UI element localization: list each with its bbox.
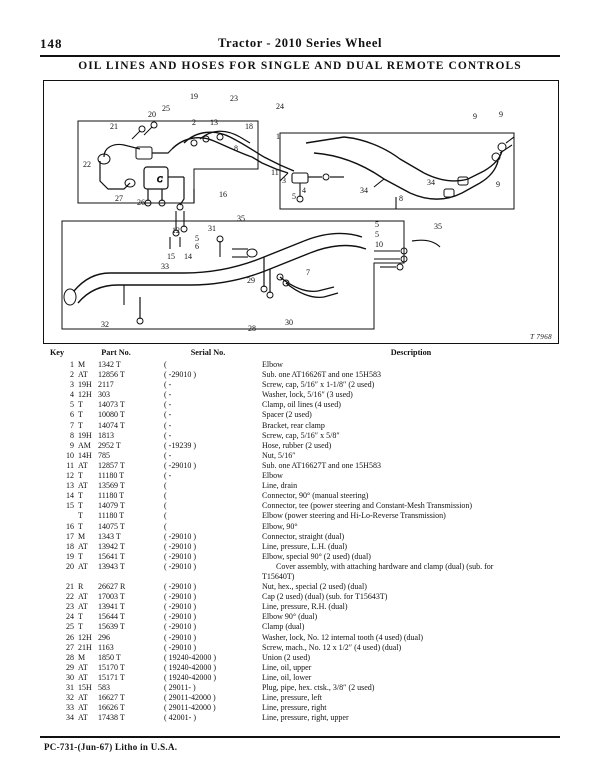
svg-text:9: 9 — [496, 180, 500, 189]
cell-key: 32 — [66, 693, 74, 703]
cell-key: 24 — [66, 612, 74, 622]
cell-part: 15641 T — [98, 551, 125, 561]
table-row — [40, 522, 560, 532]
svg-text:8: 8 — [399, 194, 403, 203]
cell-part: 16626 T — [98, 703, 125, 713]
cell-key: 7 — [70, 420, 74, 430]
cell-key: 6 — [70, 410, 74, 420]
cell-prefix: AT — [78, 370, 88, 380]
svg-text:35: 35 — [237, 214, 245, 223]
cell-serial: ( - — [164, 471, 172, 481]
cell-part: 2952 T — [98, 440, 121, 450]
cell-description: Elbow, special 90° (2 used) (dual) — [262, 551, 371, 561]
cell-part: 1850 T — [98, 652, 121, 662]
table-row — [40, 400, 560, 410]
cell-serial: ( 19240-42000 ) — [164, 662, 216, 672]
cell-prefix: M — [78, 531, 86, 541]
cell-serial: ( — [164, 481, 167, 491]
svg-text:34: 34 — [360, 186, 368, 195]
svg-text:5: 5 — [375, 220, 379, 229]
cell-description: Bracket, rear clamp — [262, 420, 325, 430]
cell-part: 303 — [98, 390, 110, 400]
svg-text:3: 3 — [282, 176, 286, 185]
cell-part: 15171 T — [98, 672, 125, 682]
cell-description: Sub. one AT16627T and one 15H583 — [262, 460, 381, 470]
cell-part: 17003 T — [98, 592, 125, 602]
table-row — [40, 360, 560, 370]
cell-serial: ( - — [164, 380, 172, 390]
cell-prefix: AT — [78, 541, 88, 551]
cell-description: Elbow — [262, 360, 283, 369]
table-row — [40, 612, 560, 622]
cell-key: 5 — [70, 400, 74, 410]
cell-description: Elbow, 90° — [262, 521, 298, 531]
footer-text: PC-731-(Jun-67) Litho in U.S.A. — [44, 742, 178, 752]
page-number: 148 — [40, 36, 63, 51]
table-header-row — [40, 348, 560, 360]
cell-serial: ( 19240-42000 ) — [164, 672, 216, 682]
cell-part: 14079 T — [98, 501, 125, 511]
cell-key: 22 — [66, 592, 74, 602]
header-title: Tractor - 2010 Series Wheel — [217, 36, 383, 50]
svg-text:11: 11 — [271, 168, 279, 177]
cell-key: 29 — [66, 662, 74, 672]
column-header-serial-no: Serial No. — [190, 348, 226, 357]
table-row — [40, 683, 560, 693]
cell-description: T15640T) — [262, 571, 295, 581]
cell-description: Line, oil, upper — [262, 662, 312, 672]
cell-prefix: T — [78, 471, 83, 481]
cell-part: 26627 R — [98, 582, 126, 592]
cell-serial: ( - — [164, 410, 172, 420]
table-row — [40, 481, 560, 491]
table-row — [40, 703, 560, 713]
cell-serial: ( -29010 ) — [164, 622, 196, 632]
cell-key: 33 — [66, 703, 74, 713]
svg-text:23: 23 — [230, 94, 238, 103]
cell-serial: ( -29010 ) — [164, 561, 196, 571]
cell-prefix: AT — [78, 672, 88, 682]
svg-text:5: 5 — [292, 192, 296, 201]
table-row — [40, 663, 560, 673]
cell-serial: ( - — [164, 420, 172, 430]
svg-text:6: 6 — [195, 242, 199, 251]
cell-prefix: R — [78, 582, 84, 592]
cell-prefix: AT — [78, 662, 88, 672]
cell-part: 13942 T — [98, 541, 125, 551]
cell-description: Clamp (dual) — [262, 622, 305, 632]
cell-prefix: AT — [78, 481, 88, 491]
cell-description: Line, drain — [262, 481, 298, 491]
cell-serial: ( 29011-42000 ) — [164, 693, 216, 703]
cell-serial: ( -19239 ) — [164, 440, 196, 450]
cell-serial: ( 29011- ) — [164, 683, 196, 692]
column-header-key: Key — [49, 348, 65, 357]
header-rule — [40, 55, 560, 57]
svg-text:31: 31 — [208, 224, 216, 233]
cell-key: 34 — [66, 713, 74, 723]
table-row — [40, 542, 560, 552]
cell-serial: ( -29010 ) — [164, 592, 196, 602]
cell-part: 1342 T — [98, 360, 121, 369]
svg-text:22: 22 — [83, 160, 91, 169]
svg-text:30: 30 — [285, 318, 293, 327]
cell-prefix: AT — [78, 713, 88, 723]
cell-prefix: 21H — [78, 642, 92, 652]
table-row — [40, 713, 560, 723]
cell-part: 785 — [98, 450, 110, 460]
cell-key: 8 — [70, 430, 74, 440]
table-row — [40, 582, 560, 592]
cell-description: Line, oil, lower — [262, 672, 312, 682]
cell-prefix: T — [78, 410, 83, 420]
cell-key: 11 — [66, 460, 74, 470]
svg-text:12: 12 — [172, 226, 180, 235]
cell-description: Elbow — [262, 471, 283, 481]
cell-description: Connector, tee (power steering and Constant-Mesh Transmission) — [262, 501, 473, 511]
cell-serial: ( - — [164, 400, 172, 410]
cell-key: 18 — [66, 541, 74, 551]
cell-serial: ( -29010 ) — [164, 551, 196, 561]
cell-description: Hose, rubber (2 used) — [262, 440, 332, 450]
table-row — [40, 451, 560, 461]
cell-description: Sub. one AT16626T and one 15H583 — [262, 370, 381, 380]
svg-text:28: 28 — [248, 324, 256, 333]
cell-part: 17438 T — [98, 713, 125, 723]
cell-description: Connector, 90° (manual steering) — [262, 491, 369, 501]
cell-part: 14074 T — [98, 420, 125, 430]
cell-serial: ( 29011-42000 ) — [164, 703, 216, 713]
cell-description: Elbow (power steering and Hi-Lo-Reverse Transmission) — [262, 511, 446, 521]
cell-prefix: T — [78, 501, 83, 511]
cell-prefix: 12H — [78, 390, 92, 400]
cell-part: 2117 — [98, 380, 114, 390]
cell-key: 25 — [66, 622, 74, 632]
cell-prefix: T — [78, 420, 83, 430]
svg-text:7: 7 — [306, 268, 310, 277]
svg-text:14: 14 — [184, 252, 192, 261]
cell-part: 13943 T — [98, 561, 125, 571]
svg-text:25: 25 — [162, 104, 170, 113]
svg-text:27: 27 — [115, 194, 123, 203]
cell-description: Clamp, oil lines (4 used) — [262, 400, 341, 410]
section-title: OIL LINES AND HOSES FOR SINGLE AND DUAL REMOTE CONTROLS — [78, 60, 522, 72]
cell-key: 16 — [66, 521, 74, 531]
cell-serial: ( 19240-42000 ) — [164, 652, 216, 662]
cell-prefix: T — [78, 551, 83, 561]
svg-text:2: 2 — [192, 118, 196, 127]
cell-serial: ( -29010 ) — [164, 582, 196, 592]
cell-prefix: 12H — [78, 632, 92, 642]
table-row — [40, 673, 560, 683]
cell-part: 12856 T — [98, 370, 125, 380]
table-row — [40, 562, 560, 572]
cell-description: Screw, mach., No. 12 x 1/2″ (4 used) (dual) — [262, 642, 402, 652]
cell-prefix: T — [78, 521, 83, 531]
table-row — [40, 501, 560, 511]
svg-text:1: 1 — [276, 132, 280, 141]
cell-key: 21 — [66, 582, 74, 592]
table-row — [40, 532, 560, 542]
cell-description: Cover assembly, with attaching hardware and clamp (dual) (sub. for — [276, 561, 494, 571]
cell-serial: ( - — [164, 390, 172, 400]
table-row — [40, 491, 560, 501]
cell-prefix: T — [78, 622, 83, 632]
cell-serial: ( — [164, 521, 167, 531]
svg-text:5: 5 — [195, 234, 199, 243]
svg-text:5: 5 — [375, 230, 379, 239]
table-row — [40, 552, 560, 562]
cell-serial: ( -29010 ) — [164, 602, 196, 612]
table-row — [40, 410, 560, 420]
cell-description: Spacer (2 used) — [262, 410, 312, 420]
table-row — [40, 592, 560, 602]
cell-serial: ( -29010 ) — [164, 541, 196, 551]
table-row — [40, 602, 560, 612]
column-header-description: Description — [390, 348, 432, 357]
svg-text:20: 20 — [148, 110, 156, 119]
cell-serial: ( — [164, 511, 167, 521]
table-row — [40, 421, 560, 431]
cell-key: 4 — [70, 390, 74, 400]
cell-part: 14073 T — [98, 400, 125, 410]
cell-key: 19 — [66, 551, 74, 561]
table-row — [40, 471, 560, 481]
svg-text:10: 10 — [375, 240, 383, 249]
svg-text:9: 9 — [499, 110, 503, 119]
cell-key: 17 — [66, 531, 74, 541]
svg-text:33: 33 — [161, 262, 169, 271]
cell-part: 11180 T — [98, 511, 125, 521]
cell-key: 20 — [66, 561, 74, 571]
cell-part: 15170 T — [98, 662, 125, 672]
cell-prefix: 15H — [78, 683, 92, 692]
cell-prefix: T — [78, 400, 83, 410]
cell-description: Screw, cap, 5/16″ x 1-1/8″ (2 used) — [262, 380, 375, 390]
cell-key: 13 — [66, 481, 74, 491]
cell-prefix: AT — [78, 592, 88, 602]
exploded-parts-illustration — [43, 80, 559, 344]
table-row — [40, 643, 560, 653]
cell-serial: ( - — [164, 450, 172, 460]
cell-part: 10080 T — [98, 410, 125, 420]
svg-text:26: 26 — [137, 198, 145, 207]
cell-key: 28 — [66, 652, 74, 662]
cell-prefix: M — [78, 360, 86, 369]
cell-part: 15639 T — [98, 622, 125, 632]
cell-part: 1163 — [98, 642, 114, 652]
cell-description: Line, pressure, left — [262, 693, 322, 703]
cell-description: Nut, 5/16″ — [262, 450, 296, 460]
svg-text:19: 19 — [190, 92, 198, 101]
cell-key: 15 — [66, 501, 74, 511]
cell-part: 16627 T — [98, 693, 125, 703]
cell-description: Washer, lock, 5/16″ (3 used) — [262, 390, 353, 400]
table-row — [40, 622, 560, 632]
cell-part: 11180 T — [98, 491, 125, 501]
cell-part: 583 — [98, 683, 110, 692]
cell-prefix: AT — [78, 602, 88, 612]
parts-table — [40, 348, 560, 723]
svg-text:9: 9 — [473, 112, 477, 121]
cell-prefix: T — [78, 491, 83, 501]
cell-key: 2 — [70, 370, 74, 380]
cell-prefix: AT — [78, 460, 88, 470]
cell-key: 30 — [66, 672, 74, 682]
cell-prefix: 19H — [78, 380, 92, 390]
svg-text:34: 34 — [427, 178, 435, 187]
cell-key: 26 — [66, 632, 74, 642]
cell-description: Union (2 used) — [262, 652, 310, 662]
svg-text:15: 15 — [167, 252, 175, 261]
cell-serial: ( — [164, 501, 167, 511]
svg-text:13: 13 — [210, 118, 218, 127]
cell-key: 3 — [70, 380, 74, 390]
cell-prefix: AT — [78, 693, 88, 703]
cell-serial: ( — [164, 360, 167, 369]
svg-text:24: 24 — [276, 102, 284, 111]
column-header-part-no: Part No. — [101, 348, 131, 357]
svg-text:8: 8 — [234, 144, 238, 153]
table-row — [40, 511, 560, 521]
cell-serial: ( -29010 ) — [164, 460, 196, 470]
cell-key: 14 — [66, 491, 74, 501]
cell-serial: ( -29010 ) — [164, 632, 196, 642]
cell-serial: ( -29010 ) — [164, 370, 196, 380]
cell-key: 12 — [66, 471, 74, 481]
cell-description: Plug, pipe, hex. ctsk., 3/8″ (2 used) — [262, 683, 375, 692]
cell-prefix: M — [78, 652, 86, 662]
cell-key: 9 — [70, 440, 74, 450]
cell-part: 15644 T — [98, 612, 125, 622]
cell-prefix: AT — [78, 561, 88, 571]
cell-description: Line, pressure, right — [262, 703, 327, 713]
figure-code: T 7968 — [530, 333, 552, 341]
cell-part: 12857 T — [98, 460, 125, 470]
table-row — [40, 572, 560, 582]
cell-serial: ( -29010 ) — [164, 642, 196, 652]
cell-key: 27 — [66, 642, 74, 652]
cell-description: Line, pressure, R.H. (dual) — [262, 602, 348, 612]
cell-serial: ( -29010 ) — [164, 612, 196, 622]
cell-prefix: 14H — [78, 450, 92, 460]
cell-prefix: T — [78, 511, 83, 521]
cell-description: Elbow 90° (dual) — [262, 612, 318, 622]
svg-text:4: 4 — [302, 186, 306, 195]
cell-serial: ( - — [164, 430, 172, 440]
svg-text:16: 16 — [219, 190, 227, 199]
cell-part: 1343 T — [98, 531, 121, 541]
footer-rule — [40, 736, 560, 738]
cell-part: 13569 T — [98, 481, 125, 491]
cell-part: 13941 T — [98, 602, 125, 612]
cell-key: 31 — [66, 683, 74, 692]
cell-part: 11180 T — [98, 471, 125, 481]
svg-text:35: 35 — [434, 222, 442, 231]
table-row — [40, 380, 560, 390]
svg-text:32: 32 — [101, 320, 109, 329]
svg-text:C: C — [157, 175, 163, 184]
cell-key: 23 — [66, 602, 74, 612]
table-row — [40, 441, 560, 451]
table-row — [40, 461, 560, 471]
cell-description: Cap (2 used) (dual) (sub. for T15643T) — [262, 592, 388, 602]
cell-description: Washer, lock, No. 12 internal tooth (4 used) (dual) — [262, 632, 423, 642]
cell-key: 10 — [66, 450, 74, 460]
table-row — [40, 693, 560, 703]
svg-text:29: 29 — [247, 276, 255, 285]
cell-description: Line, pressure, L.H. (dual) — [262, 541, 348, 551]
cell-serial: ( 42001- ) — [164, 713, 196, 723]
table-row — [40, 653, 560, 663]
cell-prefix: AM — [78, 440, 91, 450]
svg-text:18: 18 — [245, 122, 253, 131]
cell-description: Connector, straight (dual) — [262, 531, 345, 541]
table-row — [40, 390, 560, 400]
cell-description: Line, pressure, right, upper — [262, 713, 349, 723]
table-row — [40, 633, 560, 643]
cell-key: 1 — [70, 360, 74, 369]
page-header — [40, 34, 560, 56]
illustration-svg — [44, 81, 558, 343]
cell-description: Nut, hex., special (2 used) (dual) — [262, 582, 367, 592]
cell-part: 14075 T — [98, 521, 125, 531]
cell-description: Screw, cap, 5/16″ x 5/8″ — [262, 430, 340, 440]
cell-serial: ( -29010 ) — [164, 531, 196, 541]
cell-prefix: 19H — [78, 430, 92, 440]
svg-text:21: 21 — [110, 122, 118, 131]
cell-prefix: T — [78, 612, 83, 622]
cell-prefix: AT — [78, 703, 88, 713]
cell-part: 296 — [98, 632, 110, 642]
cell-serial: ( — [164, 491, 167, 501]
table-row — [40, 431, 560, 441]
cell-part: 1813 — [98, 430, 114, 440]
table-row — [40, 370, 560, 380]
